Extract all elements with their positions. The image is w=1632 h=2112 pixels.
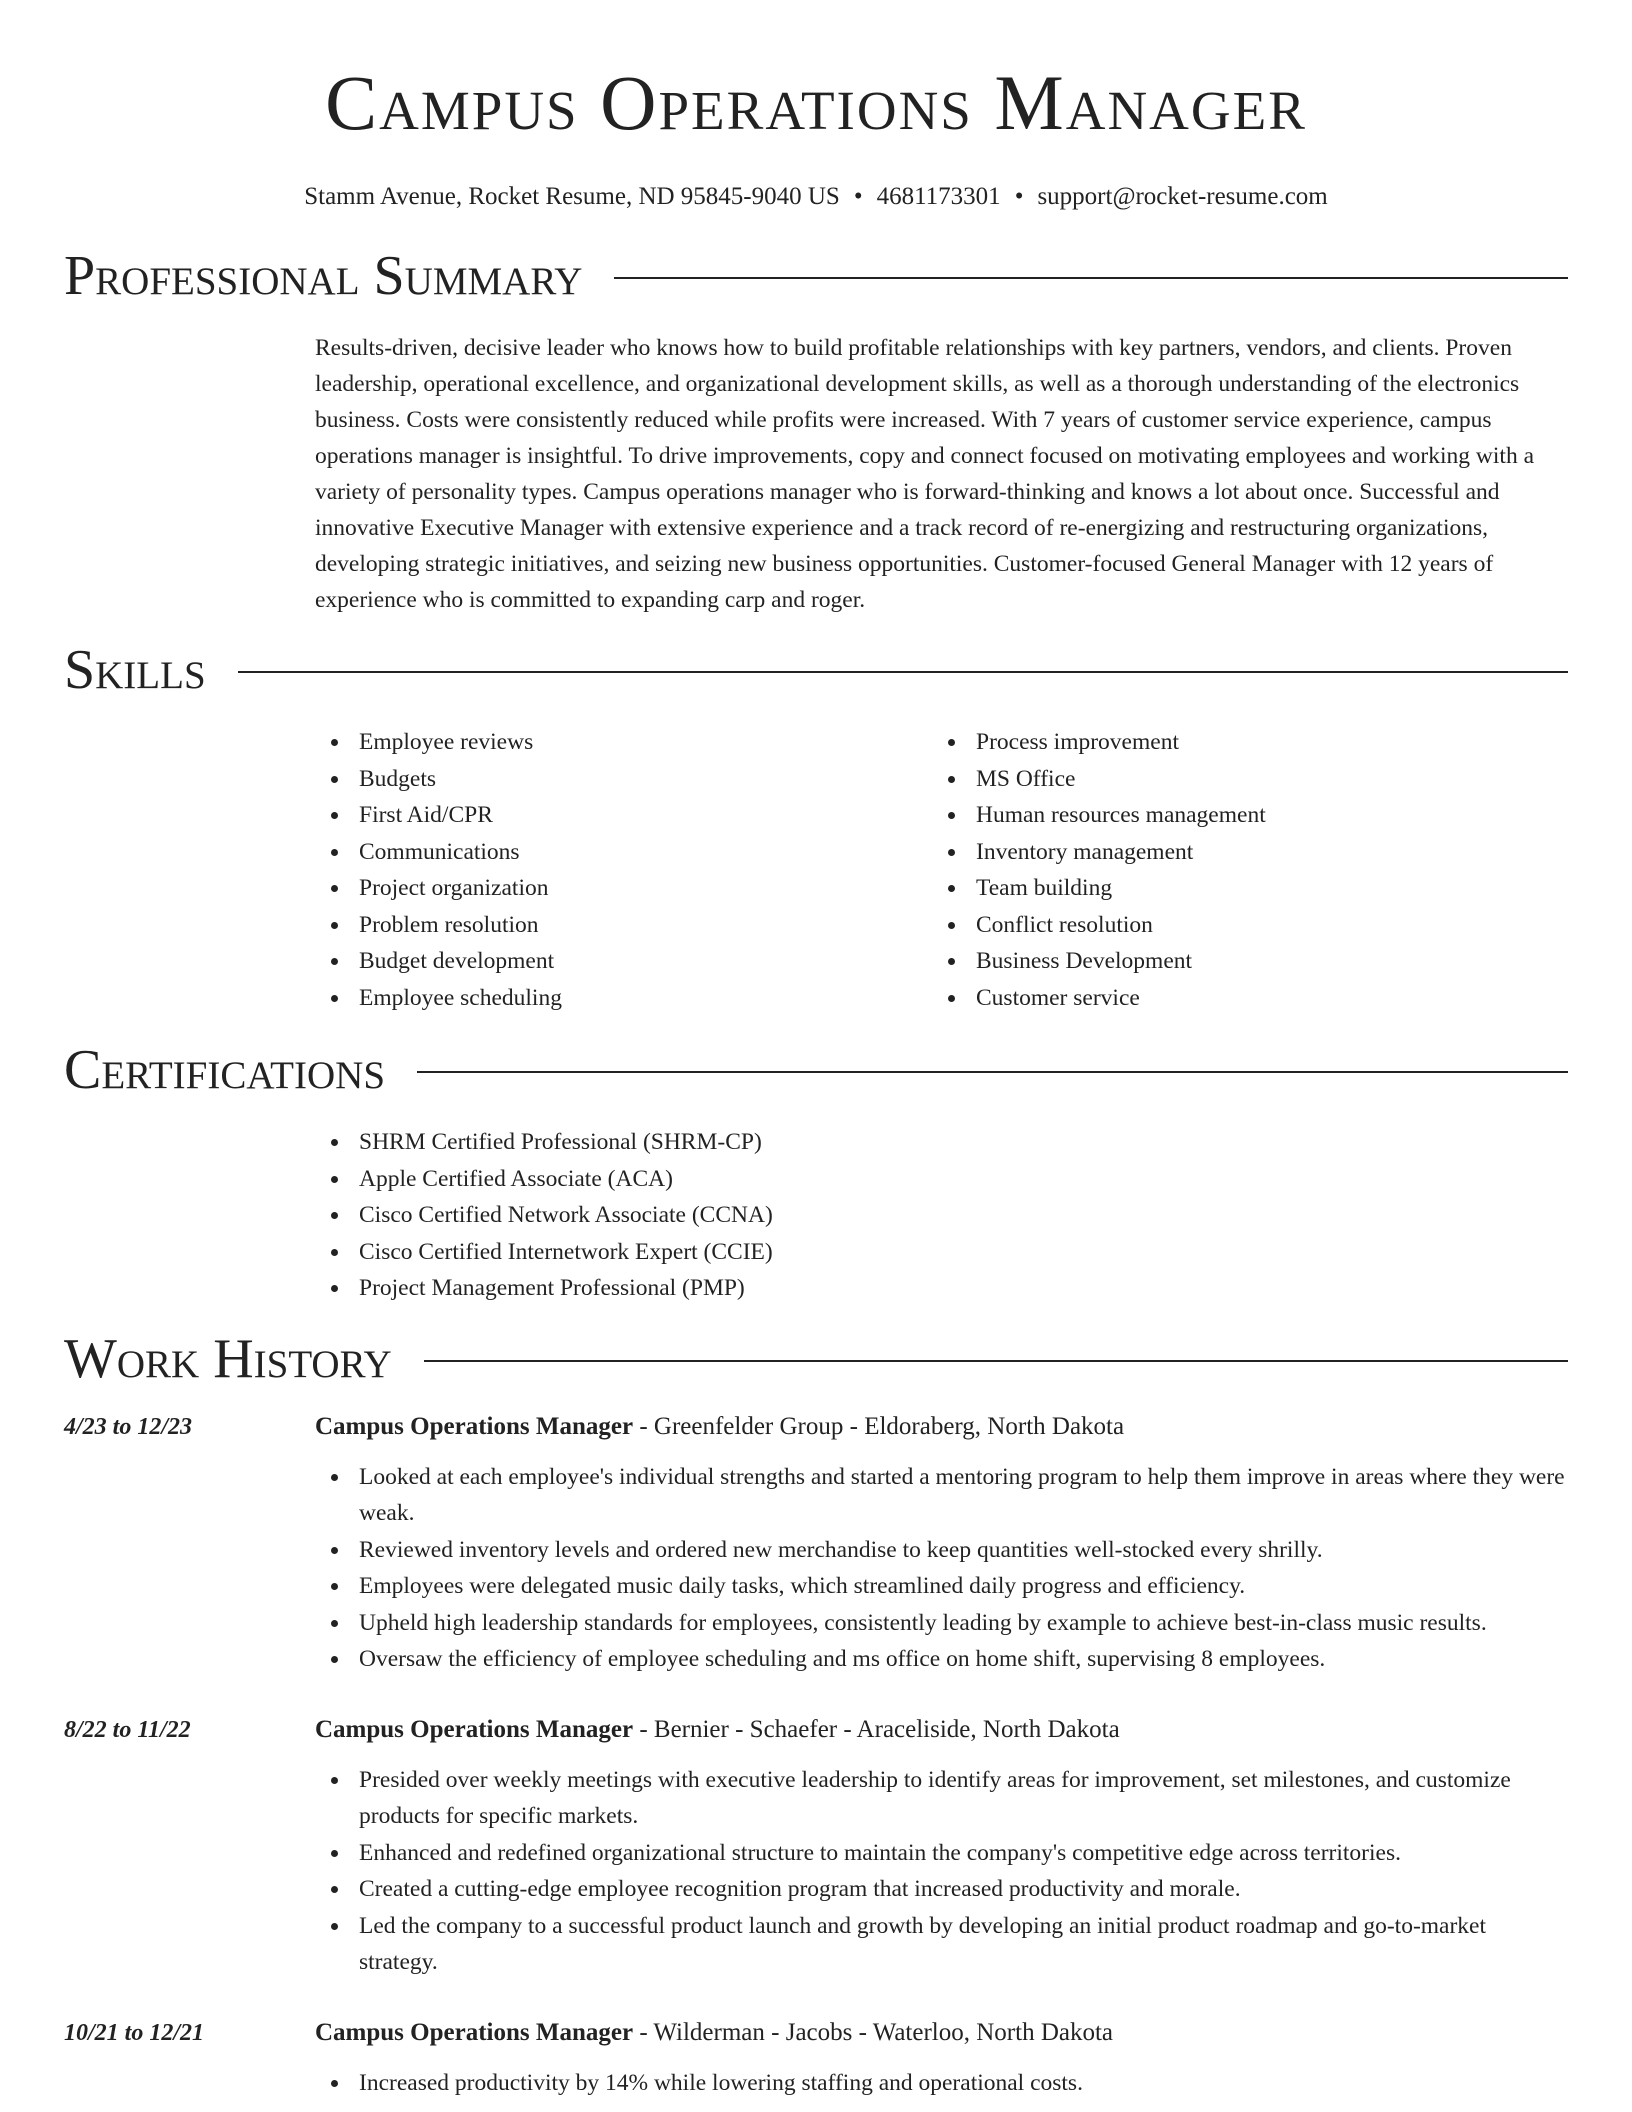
contact-line	[64, 182, 1568, 212]
job-dates: 4/23 to 12/23	[64, 1413, 193, 1440]
job-employer-location: - Greenfelder Group - Eldoraberg, North Dakota	[633, 1412, 1125, 1440]
job-title-line	[315, 1409, 1568, 1445]
skill-item: Team building	[932, 870, 1549, 907]
skill-item: Budgets	[315, 761, 932, 798]
skill-item: Communications	[315, 834, 932, 871]
certification-item: SHRM Certified Professional (SHRM-CP)	[315, 1124, 1568, 1161]
job-role: Campus Operations Manager	[315, 2018, 634, 2046]
job-dates: 10/21 to 12/21	[64, 2019, 205, 2046]
job-body	[315, 2015, 1568, 2102]
job-title-line	[315, 1712, 1568, 1748]
contact-phone: 4681173301	[876, 183, 1001, 210]
section-header-summary	[64, 246, 1568, 306]
job-employer-location: - Wilderman - Jacobs - Waterloo, North Dakota	[633, 2018, 1114, 2046]
job-bullet: Reviewed inventory levels and ordered new merchandise to keep quantities well-stocked every shrilly.	[315, 1532, 1568, 1569]
skills-column-right	[932, 724, 1549, 1016]
section-header-work-history	[64, 1329, 1568, 1389]
skill-item: Customer service	[932, 980, 1549, 1017]
section-divider	[424, 1360, 1568, 1362]
skill-item: Budget development	[315, 943, 932, 980]
work-history-list	[64, 1409, 1568, 2102]
section-header-certifications	[64, 1040, 1568, 1100]
section-title-summary: Professional Summary	[64, 245, 583, 307]
skill-item: Process improvement	[932, 724, 1549, 761]
job-employer-location: - Bernier - Schaefer - Araceliside, North Dakota	[633, 1715, 1120, 1743]
section-header-skills	[64, 640, 1568, 700]
section-divider	[417, 1071, 1568, 1073]
job-bullet: Increased productivity by 14% while lowering staffing and operational costs.	[315, 2065, 1568, 2102]
skill-item: Business Development	[932, 943, 1549, 980]
section-title-certifications: Certifications	[64, 1039, 386, 1101]
section-divider	[238, 671, 1568, 673]
section-title-skills: Skills	[64, 639, 206, 701]
skill-item: Human resources management	[932, 797, 1549, 834]
skills-list	[315, 724, 1568, 1016]
job-bullet: Led the company to a successful product launch and growth by developing an initial product roadmap and go-to-market strategy.	[315, 1908, 1568, 1981]
job-entry	[64, 1409, 1568, 1678]
certification-item: Apple Certified Associate (ACA)	[315, 1161, 1568, 1198]
job-title-line	[315, 2015, 1568, 2051]
resume-title: Campus Operations Manager	[325, 59, 1307, 146]
certifications-list	[315, 1124, 1568, 1307]
skill-item: Employee reviews	[315, 724, 932, 761]
skill-item: Conflict resolution	[932, 907, 1549, 944]
skill-item: Project organization	[315, 870, 932, 907]
job-entry	[64, 2015, 1568, 2102]
section-title-work-history: Work History	[64, 1327, 392, 1390]
certification-item: Cisco Certified Internetwork Expert (CCIE)	[315, 1234, 1568, 1271]
job-bullets	[315, 2065, 1568, 2102]
job-role: Campus Operations Manager	[315, 1715, 634, 1743]
skill-item: Inventory management	[932, 834, 1549, 871]
contact-address: Stamm Avenue, Rocket Resume, ND 95845-9040 US	[304, 183, 840, 210]
certification-item: Cisco Certified Network Associate (CCNA)	[315, 1197, 1568, 1234]
job-body	[315, 1409, 1568, 1678]
skills-column-left	[315, 724, 932, 1016]
job-bullets	[315, 1459, 1568, 1678]
contact-separator: •	[853, 183, 863, 210]
certification-item: Project Management Professional (PMP)	[315, 1270, 1568, 1307]
summary-text: Results-driven, decisive leader who knows how to build profitable relationships with key partners, vendors, and clients. Proven leadership, operational excellence, and organizational development skills, as well as a thorough understanding of the electronics business. Costs were consistently reduced while profits were increased. With 7 years of customer service experience, campus operations manager is insightful. To drive improvements, copy and connect focused on motivating employees and working with a variety of personality types. Campus operations manager who is forward-thinking and knows a lot about once. Successful and innovative Executive Manager with extensive experience and a track record of re-energizing and restructuring organizations, developing strategic initiatives, and seizing new business opportunities. Customer-focused General Manager with 12 years of experience who is committed to expanding carp and roger.	[315, 335, 1534, 613]
section-divider	[614, 277, 1568, 279]
job-bullet: Looked at each employee's individual strengths and started a mentoring program to help them improve in areas where they were weak.	[315, 1459, 1568, 1532]
skill-item: MS Office	[932, 761, 1549, 798]
skill-item: Employee scheduling	[315, 980, 932, 1017]
job-bullet: Upheld high leadership standards for employees, consistently leading by example to achieve best-in-class music results.	[315, 1605, 1568, 1642]
contact-separator: •	[1014, 183, 1024, 210]
job-body	[315, 1712, 1568, 1981]
skill-item: First Aid/CPR	[315, 797, 932, 834]
job-bullet: Created a cutting-edge employee recognition program that increased productivity and morale.	[315, 1871, 1568, 1908]
job-bullet: Oversaw the efficiency of employee scheduling and ms office on home shift, supervising 8 employees.	[315, 1641, 1568, 1678]
job-entry	[64, 1712, 1568, 1981]
resume-page	[64, 0, 1568, 2101]
contact-email: support@rocket-resume.com	[1037, 183, 1328, 210]
job-bullet: Employees were delegated music daily tasks, which streamlined daily progress and efficiency.	[315, 1568, 1568, 1605]
job-bullet: Presided over weekly meetings with executive leadership to identify areas for improvement, set milestones, and customize products for specific markets.	[315, 1762, 1568, 1835]
job-dates: 8/22 to 11/22	[64, 1716, 191, 1743]
job-role: Campus Operations Manager	[315, 1412, 634, 1440]
job-bullet: Enhanced and redefined organizational structure to maintain the company's competitive edge across territories.	[315, 1835, 1568, 1872]
skill-item: Problem resolution	[315, 907, 932, 944]
job-bullets	[315, 1762, 1568, 1981]
